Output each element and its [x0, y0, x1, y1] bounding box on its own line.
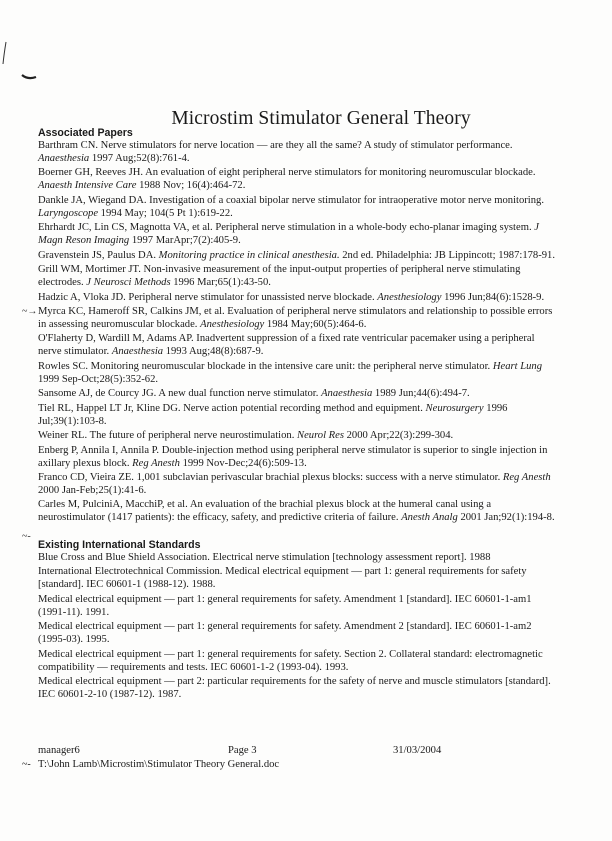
margin-arrow-mark: ~→ — [22, 306, 38, 317]
reference-text: Hadzic A, Vloka JD. Peripheral nerve stimulator for unassisted nerve blockade. — [38, 291, 378, 303]
reference-citation: 1997 Aug;52(8):761-4. — [89, 152, 190, 164]
standard-item: Medical electrical equipment — part 2: particular requirements for the safety of nerve and muscle stimulators [standard]. IEC 60601-2-10 (1987-12). 1987. — [38, 676, 551, 700]
standard-item: International Electrotechnical Commission. Medical electrical equipment — part 1: general requirements for safety [standard]. IEC 60601-1 (1988-12). 1988. — [38, 566, 527, 591]
reference-text: Enberg P, Annila I, Annila P. Double-injection method using peripheral nerve stimulator is superior to single injection in axillary plexus block. — [38, 444, 548, 469]
reference-source: Laryngoscope — [38, 207, 99, 219]
reference-source: Anesth Analg — [401, 512, 458, 524]
reference-item — [38, 140, 558, 166]
reference-text: Grill WM, Mortimer JT. Non-invasive measurement of the input-output properties of peripheral nerve stimulating electrodes. — [38, 264, 521, 289]
reference-text: Tiel RL, Happel LT Jr, Kline DG. Nerve action potential recording method and equipment. — [38, 402, 426, 414]
reference-item — [38, 250, 558, 263]
reference-source: Monitoring practice in clinical anesthesia. — [158, 249, 340, 261]
reference-text: O'Flaherty D, Wardill M, Adams AP. Inadvertent suppression of a fixed rate ventricular pacemaker using a peripheral nerve stimulator. — [38, 333, 535, 358]
reference-citation: 2001 Jan;92(1):194-8. — [457, 512, 555, 524]
reference-text: Franco CD, Vieira ZE. 1,001 subclavian perivascular brachial plexus blocks: success with a nerve stimulator. — [38, 472, 503, 484]
reference-citation: 1984 May;60(5):464-6. — [264, 318, 367, 330]
standard-item: Medical electrical equipment — part 1: general requirements for safety. Amendment 2 [standard]. IEC 60601-1-am2 (1995-03). 1995. — [38, 621, 532, 646]
standards-list — [38, 552, 558, 702]
reference-item — [38, 222, 558, 248]
reference-source: Anaesthesia — [38, 152, 90, 164]
reference-item — [38, 472, 558, 498]
footer-dash-mark: ~- — [22, 759, 31, 770]
reference-item — [38, 195, 558, 221]
reference-citation: 1994 May; 104(5 Pt 1):619-22. — [98, 207, 233, 219]
reference-citation: 1993 Aug;48(8):687-9. — [163, 346, 264, 358]
standard-item: Blue Cross and Blue Shield Association. Electrical nerve stimulation [technology assessment report]. 1988 — [38, 551, 491, 563]
reference-text: Rowles SC. Monitoring neuromuscular blockade in the intensive care unit: the peripheral nerve stimulator. — [38, 360, 493, 372]
reference-text: Gravenstein JS, Paulus DA. — [38, 249, 159, 261]
reference-item — [38, 306, 558, 332]
reference-text: Myrca KC, Hameroff SR, Calkins JM, et al. Evaluation of peripheral nerve stimulators and relationship to possible errors in assessing neuromuscular blockade. — [38, 306, 553, 330]
reference-list — [38, 140, 558, 525]
reference-source: Heart Lung — [492, 360, 542, 372]
reference-text: Sansome AJ, de Courcy JG. A new dual function nerve stimulator. — [38, 388, 322, 400]
reference-citation: 1997 MarApr;7(2):405-9. — [129, 235, 241, 247]
standards-heading: Existing International Standards — [38, 538, 201, 551]
reference-source: J Neurosci Methods — [86, 277, 171, 289]
reference-item — [38, 264, 558, 290]
reference-text: Barthram CN. Nerve stimulators for nerve location — are they all the same? A study of stimulator performance. — [38, 140, 513, 151]
reference-source: J Magn Reson Imaging — [38, 222, 539, 247]
reference-source: Anesthesiology — [200, 318, 265, 330]
footer-file-path: T:\John Lamb\Microstim\Stimulator Theory General.doc — [38, 759, 280, 770]
reference-item — [38, 403, 558, 429]
page-footer — [22, 745, 558, 770]
reference-source: Reg Anesth — [502, 472, 551, 484]
reference-text: Ehrhardt JC, Lin CS, Magnotta VA, et al. Peripheral nerve stimulation in a whole-body echo-planar imaging system. — [38, 222, 535, 234]
reference-item — [38, 333, 558, 359]
page-content — [38, 127, 558, 703]
reference-citation: 1999 Nov-Dec;24(6):509-13. — [179, 457, 307, 469]
reference-item — [38, 292, 558, 305]
reference-source: Anesthesiology — [377, 291, 442, 303]
page-title: Microstim Stimulator General Theory — [171, 108, 471, 129]
reference-item — [38, 430, 558, 443]
footer-page-number: Page 3 — [228, 745, 257, 756]
scan-artifact-icon — [0, 40, 40, 90]
reference-citation: 1988 Nov; 16(4):464-72. — [136, 180, 246, 192]
reference-item — [38, 361, 558, 387]
reference-item — [38, 445, 558, 471]
reference-citation: 2nd ed. Philadelphia: JB Lippincott; 1987:178-91. — [339, 249, 555, 261]
footer-author: manager6 — [38, 745, 80, 756]
reference-citation: 1989 Jun;44(6):494-7. — [372, 388, 470, 400]
reference-text: Dankle JA, Wiegand DA. Investigation of a coaxial bipolar nerve stimulator for intraoperative motor nerve monitoring. — [38, 194, 544, 206]
standard-item: Medical electrical equipment — part 1: general requirements for safety. Amendment 1 [standard]. IEC 60601-1-am1 (1991-11). 1991. — [38, 593, 532, 618]
reference-source: Anaesthesia — [111, 346, 164, 358]
reference-item — [38, 388, 558, 401]
reference-source: Anaesthesia — [321, 388, 373, 400]
margin-dash-mark: ~- — [22, 531, 31, 542]
reference-citation: 1996 Jul;39(1):103-8. — [38, 402, 508, 427]
reference-text: Weiner RL. The future of peripheral nerve neurostimulation. — [38, 430, 297, 442]
reference-source: Neurol Res — [297, 430, 344, 442]
reference-item — [38, 167, 558, 193]
reference-text: Carles M, PulciniA, MacchiP, et al. An evaluation of the brachial plexus block at the humeral canal using a neurostimulator (1417 patients): the efficacy, safety, and predictive criteria of failure. — [38, 499, 492, 524]
reference-citation: 1996 Mar;65(1):43-50. — [170, 277, 271, 289]
reference-citation: 1996 Jun;84(6):1528-9. — [441, 291, 545, 303]
reference-item — [38, 499, 558, 525]
associated-papers-heading: Associated Papers — [38, 127, 133, 139]
reference-citation: 2000 Apr;22(3):299-304. — [343, 430, 454, 442]
reference-citation: 1999 Sep-Oct;28(5):352-62. — [38, 373, 159, 385]
reference-citation: 2000 Jan-Feb;25(1):41-6. — [38, 484, 147, 496]
reference-source: Reg Anesth — [132, 457, 180, 469]
reference-source: Neurosurgery — [425, 402, 484, 414]
standard-item: Medical electrical equipment — part 1: general requirements for safety. Section 2. Collateral standard: electromagnetic compatibility — requirements and tests. IEC 60601-1-2 (1993-04). 1993. — [38, 648, 543, 673]
reference-text: Boerner GH, Reeves JH. An evaluation of eight peripheral nerve stimulators for monitoring neuromuscular blockade. — [38, 167, 536, 179]
reference-source: Anaesth Intensive Care — [38, 180, 137, 192]
footer-date: 31/03/2004 — [393, 745, 442, 756]
